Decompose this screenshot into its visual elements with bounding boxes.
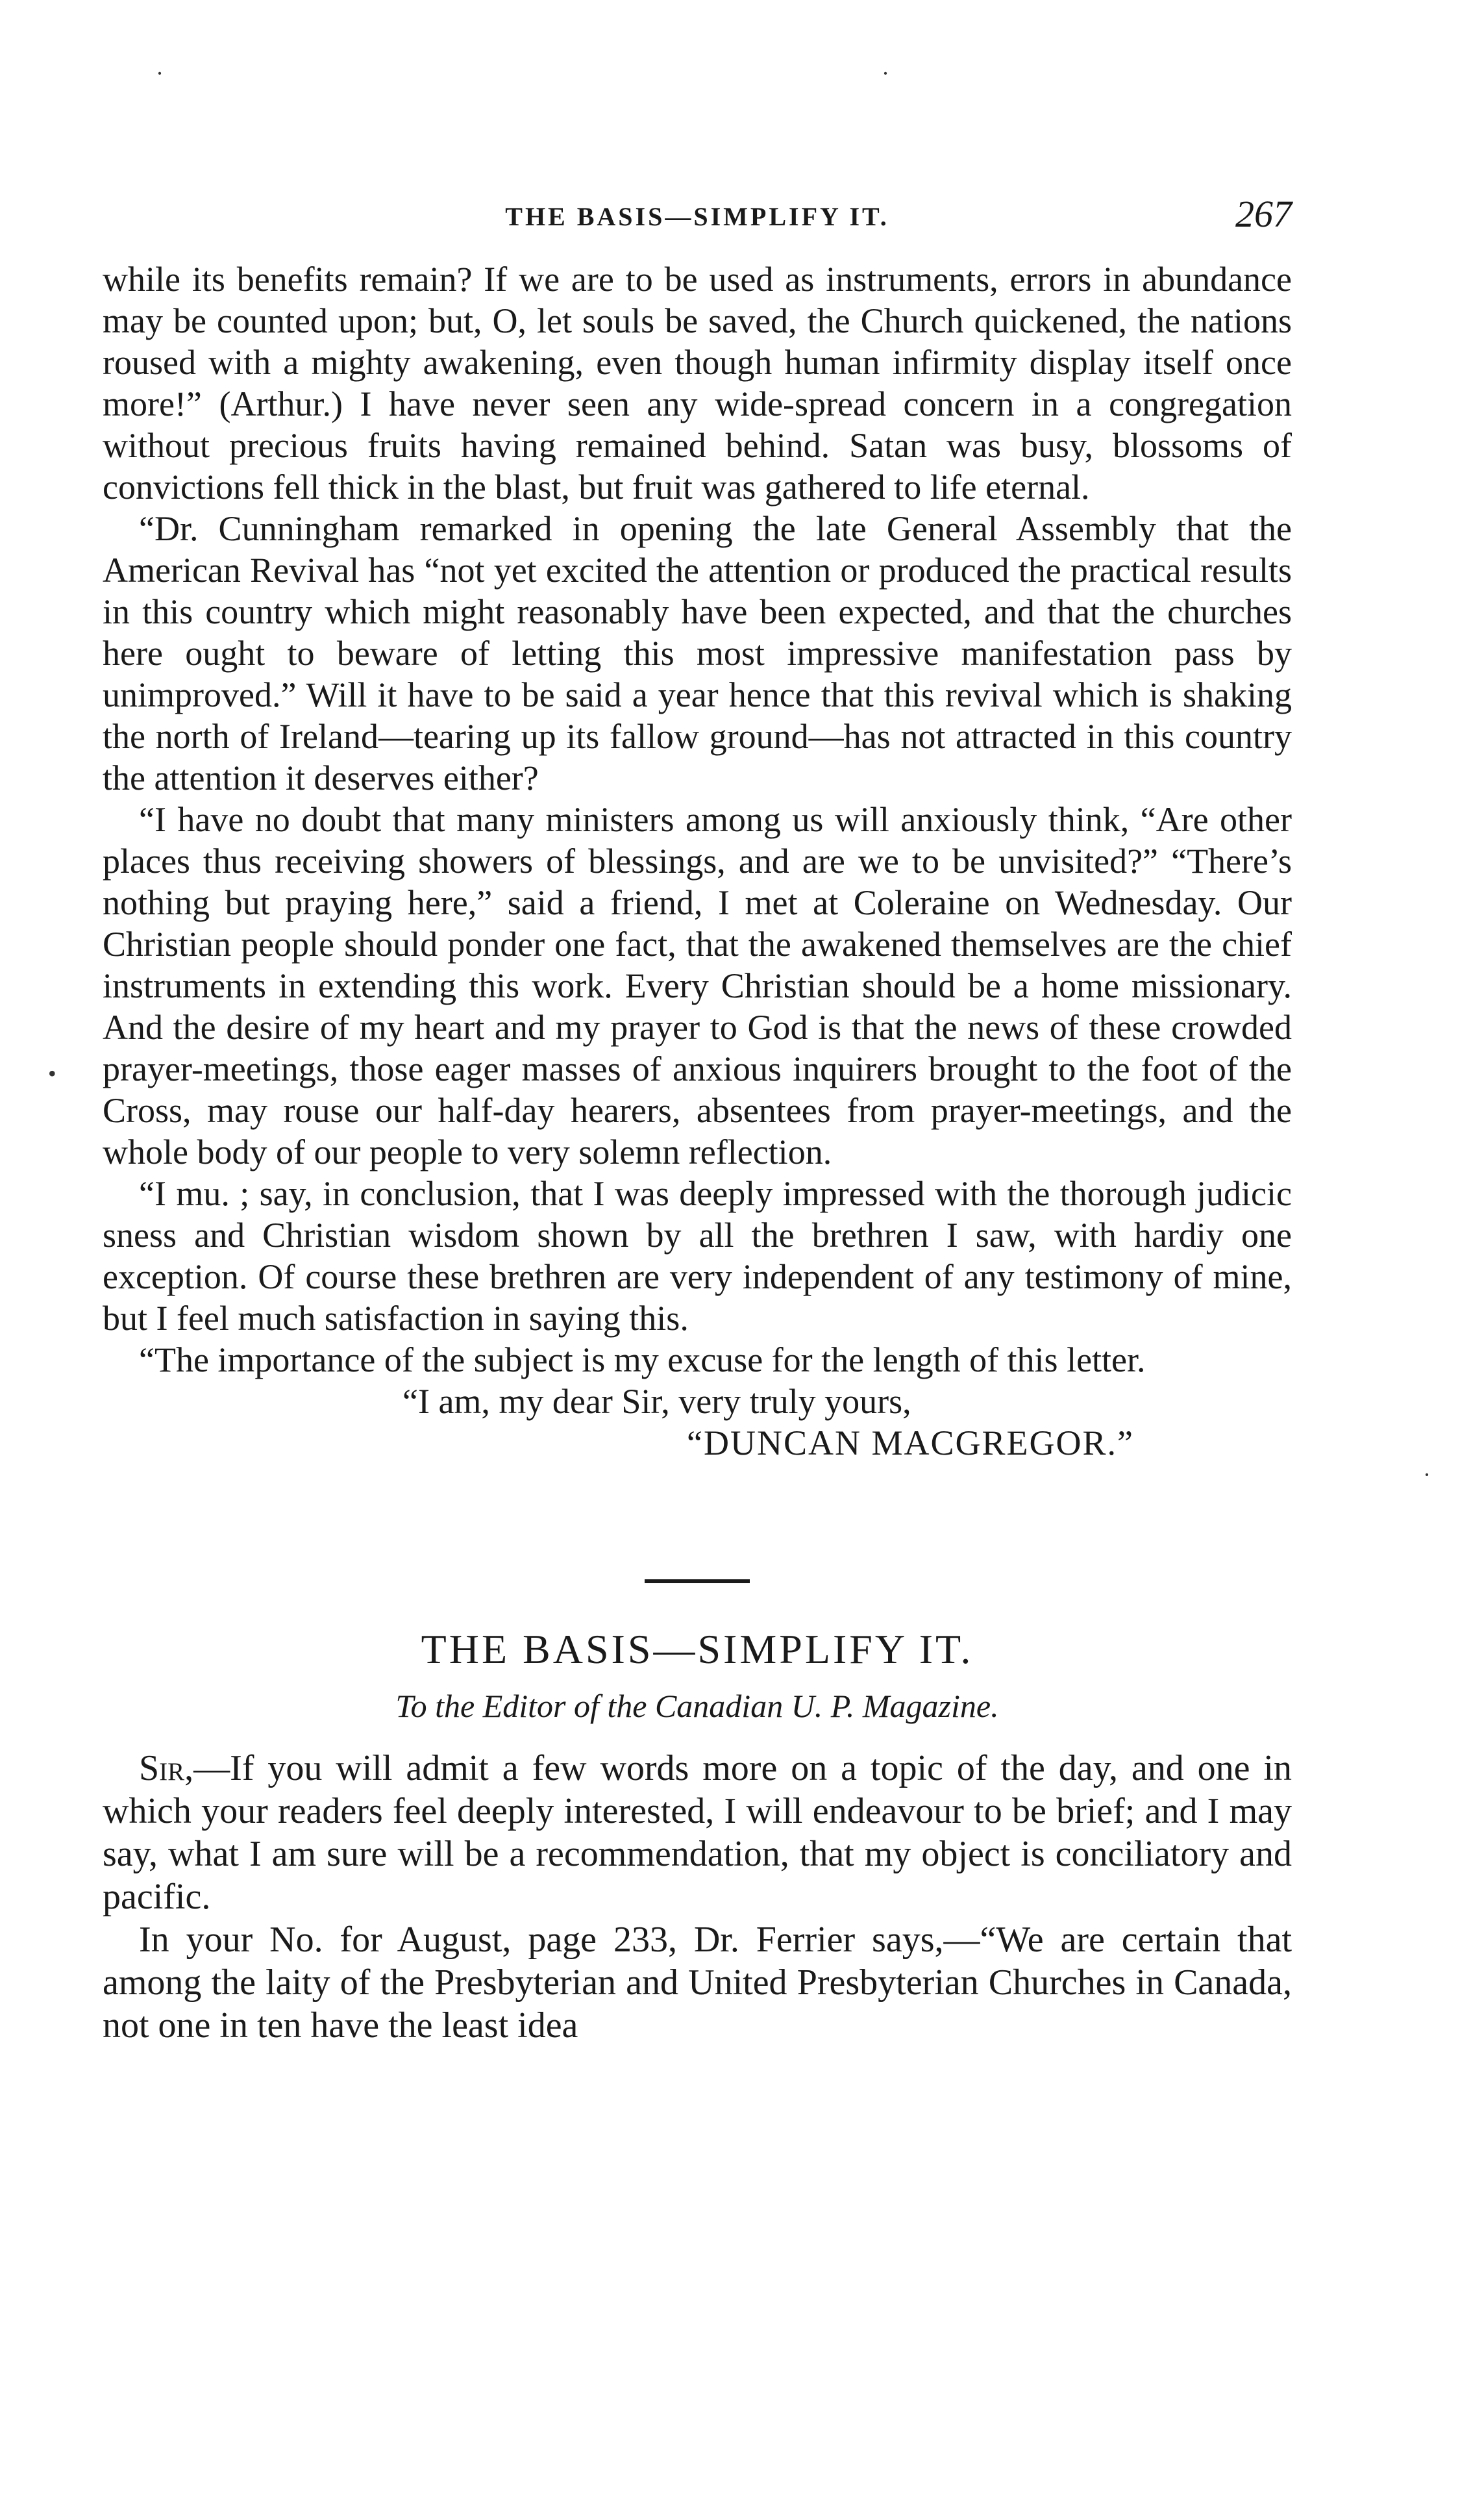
letter-closing: “I am, my dear Sir, very truly yours, [402,1382,911,1421]
letter-body [103,258,1292,1381]
letter-signature: “DUNCAN MACGREGOR.” [687,1423,1134,1462]
margin-speck-top-right: · [882,60,889,86]
book-page [103,182,1292,2047]
running-head-title: THE BASIS—SIMPLIFY IT. [505,202,889,231]
article-title: THE BASIS—SIMPLIFY IT. [421,1626,974,1672]
letter-signoff [103,1381,1292,1464]
margin-speck-right: · [1423,1462,1431,1488]
running-head [103,182,1292,240]
margin-speck-left: • [48,1060,56,1086]
article-paragraph: In your No. for August, page 233, Dr. Ferrier says,—“We are certain that among the laity of the Presbyterian and United Presbyterian Churches in Canada, not one in ten have the least idea [103,1920,1292,2046]
margin-speck-top-left: · [156,60,164,86]
letter-paragraph: “Dr. Cunningham remarked in opening the late General Assembly that the American Revival has “not yet excited the attention or produced the practical results in this country which might reasonably have been expected, and that the churches here ought to beware of letting this most impressive manifestation pass by unimproved.” Will it have to be said a year hence that this revival which is shaking the north of Ireland—tearing up its fallow ground—has not attracted in this country the attention it deserves either? [103,509,1292,797]
section-divider [645,1579,750,1583]
page-number: 267 [1235,193,1292,235]
article-paragraph-text: —If you will admit a few words more on a topic of the day, and one in which your readers feel deeply interested, I will endeavour to be brief; and I may say, what I am sure will be a recommendation, that my object is conciliatory and pacific. [103,1748,1292,1917]
letter-paragraph: “I mu. ; say, in conclusion, that I was deeply impressed with the thorough judicic sness and Christian wisdom shown by all the brethren I saw, with hardiy one exception. Of course these brethren are very independent of any testimony of mine, but I feel much satisfaction in saying this. [103,1174,1292,1338]
letter-paragraph: “I have no doubt that many ministers among us will anxiously think, “Are other places thus receiving showers of blessings, and are we to be unvisited?” “There’s nothing but praying here,” said a friend, I met at Coleraine on Wednesday. Our Christian people should ponder one fact, that the awakened themselves are the chief instruments in extending this work. Every Christian should be a home missionary. And the desire of my heart and my prayer to God is that the news of these crowded prayer-meetings, those eager masses of anxious inquirers brought to the foot of the Cross, may rouse our half-day hearers, absentees from prayer-meetings, and the whole body of our people to very solemn reflection. [103,800,1292,1171]
article-subtitle: To the Editor of the Canadian U. P. Magazine. [395,1688,999,1724]
letter-paragraph: while its benefits remain? If we are to be used as instruments, errors in abundance may be counted upon; but, O, let souls be saved, the Church quickened, the nations roused with a mighty awakening, even though human infirmity display itself once more!” (Arthur.) I have never seen any wide-spread concern in a congregation without precious fruits having remained behind. Satan was busy, blossoms of convictions fell thick in the blast, but fruit was gathered to life eternal. [103,260,1292,507]
letter-paragraph: “The importance of the subject is my excuse for the length of this letter. [139,1340,1146,1379]
article-body [103,1747,1292,2047]
article-paragraph [103,1747,1292,1918]
salutation: Sir, [139,1748,194,1788]
